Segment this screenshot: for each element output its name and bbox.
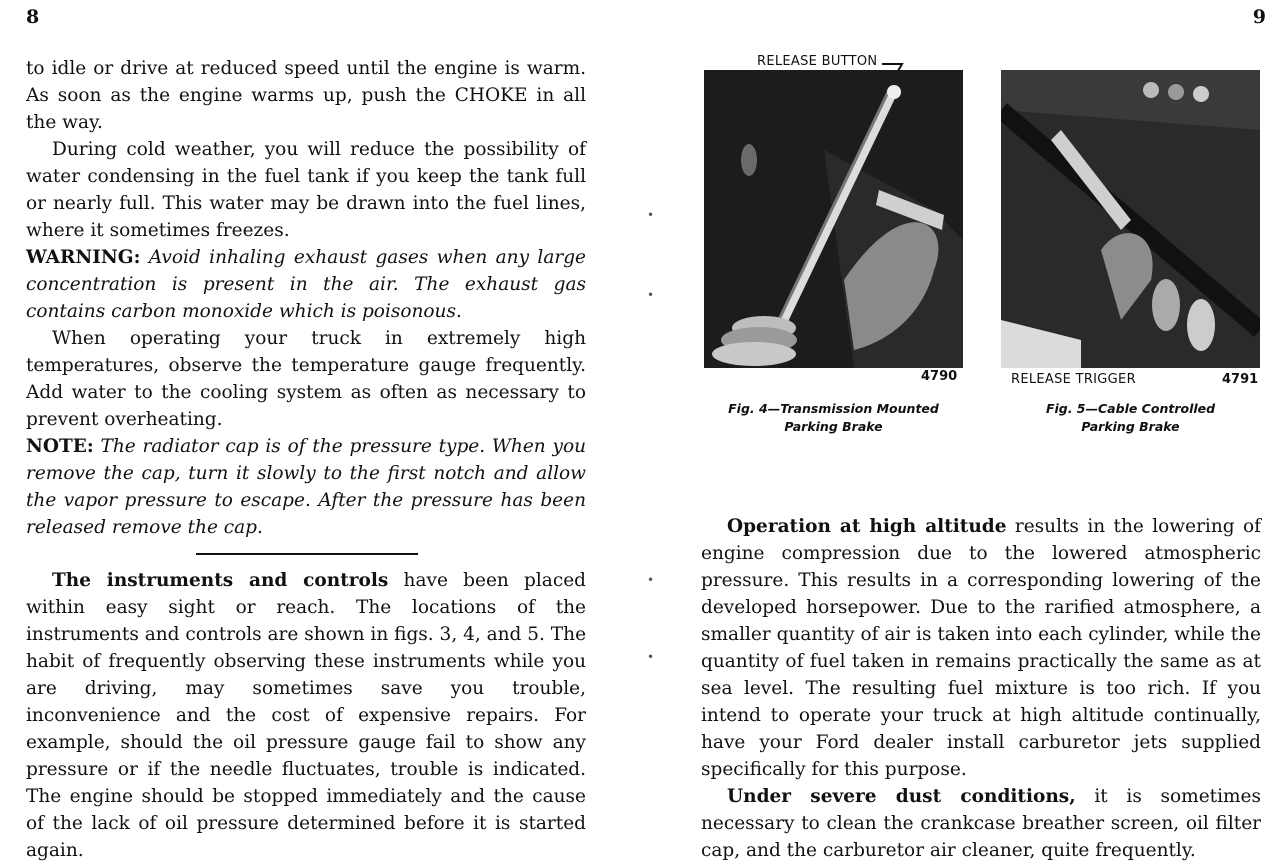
section-divider xyxy=(196,553,418,555)
instruments-lead: The instruments and controls xyxy=(52,570,389,591)
fig4-caption-line1: Fig. 4—Transmission Mounted xyxy=(728,401,939,416)
gutter-mark: • xyxy=(647,208,655,222)
fig5-callout-label: RELEASE TRIGGER xyxy=(1011,372,1136,387)
altitude-text: results in the lowering of engine compression due to the lowered atmospheric pressure. This results in a corresponding lowering of the developed horsepower. Due to the rarified atmosphere, a smaller quantity of air is taken into each cylinder, while the quantity of fuel taken in remains practically the same as at sea level. The resulting fuel mixture is too rich. If you intend to operate your truck at high altitude continually, have your Ford dealer install carburetor jets supplied specifically for this purpose. xyxy=(701,516,1261,780)
paragraph-dust xyxy=(701,783,1261,864)
right-page xyxy=(640,0,1280,868)
transmission-brake-lever-icon xyxy=(704,70,963,368)
paragraph-high-altitude xyxy=(701,513,1261,783)
page-number-left: 8 xyxy=(26,6,40,28)
right-text-block xyxy=(701,513,1261,864)
instruments-text: have been placed within easy sight or reach. The locations of the instruments and controls are shown in figs. 3, 4, and 5. The habit of frequently observing these instruments while you are driving, may sometimes save you trouble, inconvenience and the cost of expensive repairs. For example, should the oil pressure gauge fail to show any pressure or if the needle fluctuates, trouble is indicated. The engine should be stopped immediately and the cause of the lack of oil pressure determined before it is started again. xyxy=(26,570,587,861)
note-text: The radiator cap is of the pressure type. When you remove the cap, turn it slowly to the first notch and allow the vapor pressure to escape. After the pressure has been released remove the cap. xyxy=(26,436,586,538)
fig4-photo xyxy=(704,70,963,368)
paragraph-cold-weather: During cold weather, you will reduce the possibility of water condensing in the fuel tank if you keep the tank full or nearly full. This water may be drawn into the fuel lines, where it sometimes freezes. xyxy=(26,139,586,241)
fig5-caption-line2: Parking Brake xyxy=(1081,419,1180,434)
dust-text: it is sometimes necessary to clean the crankcase breather screen, oil filter cap, and the carburetor air cleaner, quite frequently. xyxy=(701,786,1261,861)
warning-text: Avoid inhaling exhaust gases when any large concentration is present in the air. The exhaust gas contains carbon monoxide which is poisonous. xyxy=(26,247,586,322)
paragraph-high-temperature: When operating your truck in extremely high temperatures, observe the temperature gauge frequently. Add water to the cooling system as often as necessary to prevent overheating. xyxy=(26,328,586,430)
fig4-code: 4790 xyxy=(921,369,958,384)
left-text-block-bottom xyxy=(26,567,586,864)
note-label: NOTE: xyxy=(26,436,94,457)
fig5-code: 4791 xyxy=(1222,372,1259,387)
dust-lead: Under severe dust conditions, xyxy=(727,786,1076,807)
fig4-callout-label: RELEASE BUTTON xyxy=(757,54,878,69)
warning-paragraph xyxy=(26,244,586,325)
altitude-lead: Operation at high altitude xyxy=(727,516,1007,537)
fig5-photo xyxy=(1001,70,1260,368)
fig4-caption xyxy=(704,400,963,436)
fig5-caption-line1: Fig. 5—Cable Controlled xyxy=(1045,401,1216,416)
gutter-mark: • xyxy=(647,573,655,587)
gutter-mark: • xyxy=(647,650,655,664)
fig5-caption xyxy=(1001,400,1260,436)
warning-label: WARNING: xyxy=(26,247,141,268)
left-text-block-top xyxy=(26,55,586,541)
paragraph-instruments xyxy=(26,567,586,864)
note-paragraph xyxy=(26,433,586,541)
cable-brake-trigger-icon xyxy=(1001,70,1260,368)
gutter-mark: • xyxy=(647,288,655,302)
paragraph-choke: to idle or drive at reduced speed until the engine is warm. As soon as the engine warms up, push the CHOKE in all the way. xyxy=(26,58,586,133)
page-number-right: 9 xyxy=(1252,6,1266,28)
fig4-caption-line2: Parking Brake xyxy=(784,419,883,434)
